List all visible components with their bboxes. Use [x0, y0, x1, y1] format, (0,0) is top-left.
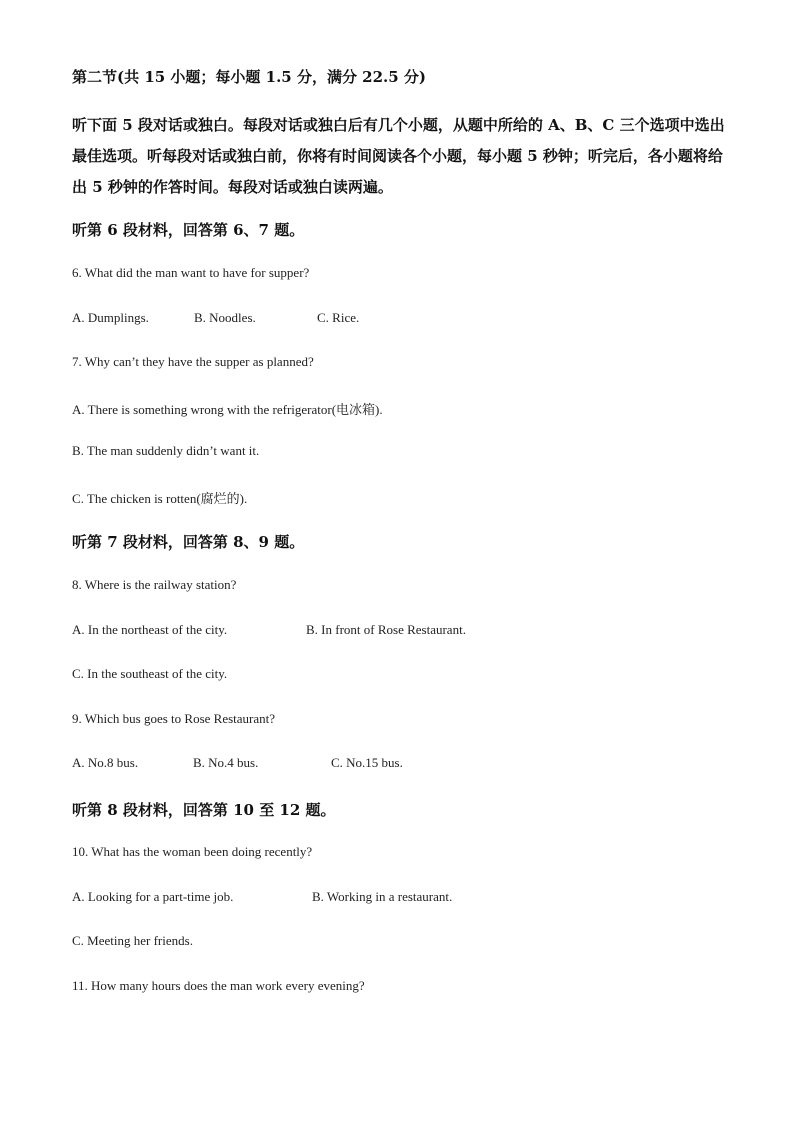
option-10a: A. Looking for a part-time job.: [72, 889, 234, 904]
option-7c: C. The chicken is rotten(腐烂的).: [72, 491, 248, 506]
section-instructions: 听下面 5 段对话或独白。每段对话或独白后有几个小题，从题中所给的 A、B、C 三个选项中选出最佳选项。听每段对话或独白前，你将有时间阅读各个小题，每小题 5 秒钟；听完后，各小题将给出 5 秒钟的作答时间。每段对话或独白读两遍。: [72, 116, 725, 196]
option-9b: B. No.4 bus.: [193, 755, 259, 770]
option-6c: C. Rice.: [317, 310, 360, 325]
question-10: 10. What has the woman been doing recently?: [72, 844, 313, 859]
part-heading-6: 听第 6 段材料，回答第 6、7 题。: [72, 221, 305, 239]
option-8a: A. In the northeast of the city.: [72, 622, 228, 637]
section-title: 第二节(共 15 小题；每小题 1.5 分，满分 22.5 分): [72, 68, 427, 86]
option-7a: A. There is something wrong with the refrigerator(电冰箱).: [72, 402, 383, 417]
option-8b: B. In front of Rose Restaurant.: [306, 622, 466, 637]
option-6a: A. Dumplings.: [72, 310, 149, 325]
part-heading-7: 听第 7 段材料，回答第 8、9 题。: [72, 533, 305, 551]
option-9c: C. No.15 bus.: [331, 755, 403, 770]
option-9a: A. No.8 bus.: [72, 755, 139, 770]
option-7b: B. The man suddenly didn’t want it.: [72, 443, 260, 458]
option-10b: B. Working in a restaurant.: [312, 889, 453, 904]
option-10c: C. Meeting her friends.: [72, 933, 193, 948]
question-11: 11. How many hours does the man work every evening?: [72, 978, 365, 993]
question-8: 8. Where is the railway station?: [72, 577, 237, 592]
option-8c: C. In the southeast of the city.: [72, 666, 228, 681]
question-6: 6. What did the man want to have for supper?: [72, 265, 310, 280]
part-heading-8: 听第 8 段材料，回答第 10 至 12 题。: [72, 801, 336, 819]
question-9: 9. Which bus goes to Rose Restaurant?: [72, 711, 276, 726]
option-6b: B. Noodles.: [194, 310, 256, 325]
question-7: 7. Why can’t they have the supper as planned?: [72, 354, 314, 369]
